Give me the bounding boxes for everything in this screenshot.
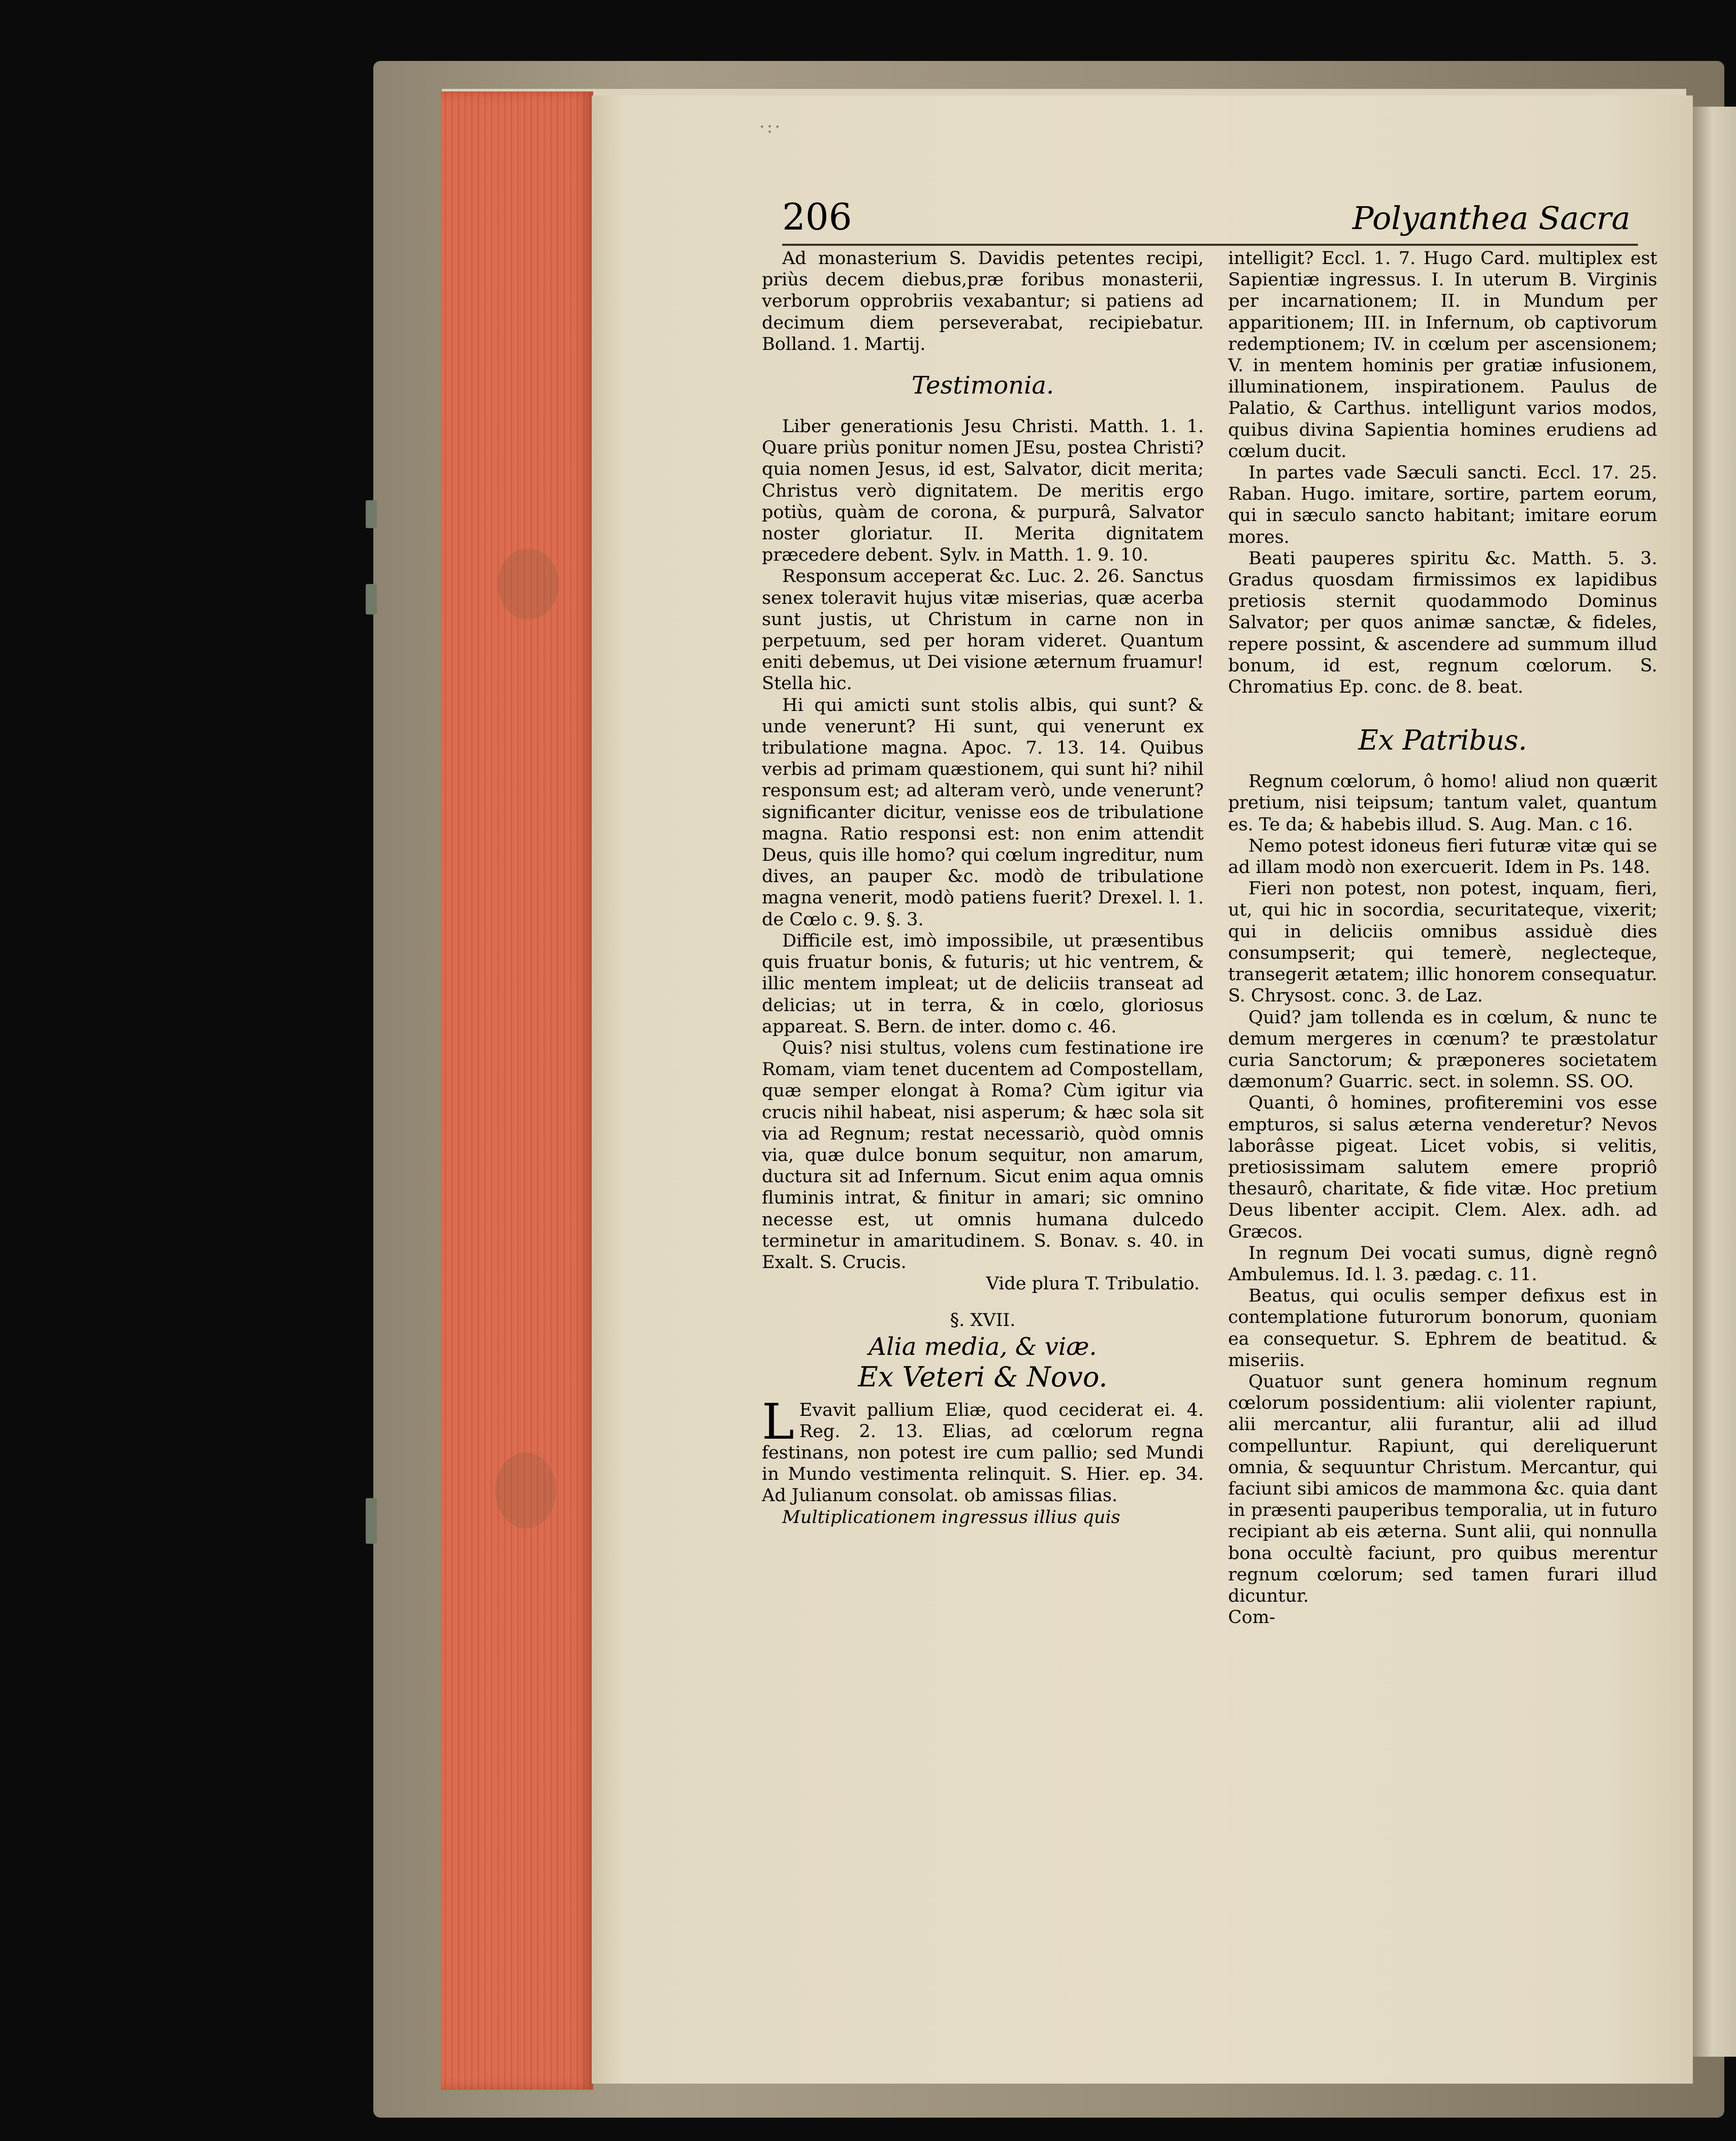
binding-clasp [366, 584, 377, 614]
section-number: §. XVII. [950, 1310, 1016, 1331]
page-number: 206 [782, 196, 852, 238]
paragraph: In partes vade Sæculi sancti. Eccl. 17. 25. Raban. Hugo. imitare, sortire, partem eorum, qui in sæculo sancto habitant; imitare eorum mores. [1228, 463, 1657, 547]
cross-reference: Vide plura T. Tribulatio. [986, 1274, 1200, 1294]
paragraph: Responsum acceperat &c. Luc. 2. 26. Sanctus senex toleravit hujus vitæ miserias, quæ acerba sunt justis, ut Christum in carne non in perpetuum, sed per horam videret. Quantum eniti debemus, ut Dei visione æternum fruamur! Stella hic. [762, 566, 1204, 694]
section-heading: Testimonia. [911, 371, 1054, 400]
paragraph: Beati pauperes spiritu &c. Matth. 5. 3. Gradus quosdam firmissimos ex lapidibus pretiosis sternit quodammodo Dominus Salvator; per quos animæ sanctæ, & fideles, repere possint, & ascendere ad summum illud bonum, id est, regnum cœlorum. S. Chromatius Ep. conc. de 8. beat. [1228, 548, 1657, 698]
paragraph [762, 1393, 1204, 1507]
paragraph: Difficile est, imò impossibile, ut præsentibus quis fruatur bonis, & futuris; ut hic ventrem, & illic mentem impleat; ut de deliciis transeat ad delicias; ut in terra, & in cœlo, gloriosus appareat. S. Bern. de inter. domo c. 46. [762, 930, 1204, 1037]
section-heading: Ex Patribus. [1358, 724, 1527, 757]
paragraph: intelligit? Eccl. 1. 7. Hugo Card. multiplex est Sapientiæ ingressus. I. In uterum B. Virginis per incarnationem; II. in Mundum per apparitionem; III. in Infernum, ob captivorum redemptionem; IV. in cœlum per ascensionem; V. in mentem hominis per gratiæ infusionem, illuminationem, inspirationem. Paulus de Palatio, & Carthus. intelligunt varios modos, quibus divina Sapientia homines erudiens ad cœlum ducit. [1228, 248, 1657, 462]
stain [498, 548, 559, 620]
drop-cap: L [762, 1393, 794, 1450]
binding-clasp [366, 500, 377, 528]
catchword: Com- [1228, 1607, 1275, 1628]
paragraph-text: Evavit pallium Eliæ, quod ceciderat ei. 4. Reg. 2. 13. Elias, ad cœlorum regna festinans, non potest ire cum pallio; sed Mundi in Mundo vestimenta relinquit. S. Hier. ep. 34. Ad Julianum consolat. ob amissas filias. [762, 1400, 1204, 1506]
running-head [782, 196, 1635, 246]
running-title: Polyanthea Sacra [1352, 200, 1630, 237]
paragraph: Hi qui amicti sunt stolis albis, qui sunt? & unde venerunt? Hi sunt, qui venerunt ex tribulatione magna. Apoc. 7. 13. 14. Quibus verbis ad primam quæstionem, qui sunt hi? nihil responsum est; ad alteram verò, unde venerunt? significanter dicitur, venisse eos de tribulatione magna. Ratio responsi est: non enim attendit Deus, quis ille homo? qui cœlum ingreditur, num dives, an pauper &c. modò de tribulatione magna venerit, modò patiens fuerit? Drexel. l. 1. de Cœlo c. 9. §. 3. [762, 695, 1204, 930]
section-subtitle: Alia media, & viæ. [869, 1332, 1097, 1361]
paragraph: Quis? nisi stultus, volens cum festinatione ire Romam, viam tenet ducentem ad Compostellam, quæ semper elongat à Roma? Cùm igitur via crucis nihil habeat, nisi asperum; & hæc sola sit via ad Regnum; restat necessariò, quòd omnis via, quæ dulce bonum sequitur, non amarum, ductura sit ad Infernum. Sicut enim aqua omnis fluminis intrat, & finitur in amari; sic omnino necesse est, ut omnis humana dulcedo terminetur in amaritudinem. S. Bonav. s. 40. in Exalt. S. Crucis. [762, 1037, 1204, 1273]
paragraph: Quid? jam tollenda es in cœlum, & nunc te demum mergeres in cœnum? te præstolatur curia Sanctorum; & præponeres societatem dæmonum? Guarric. sect. in solemn. SS. OO. [1228, 1007, 1657, 1092]
paragraph: Regnum cœlorum, ô homo! aliud non quærit pretium, nisi teipsum; tantum valet, quantum es. Te da; & habebis illud. S. Aug. Man. c 16. [1228, 771, 1657, 835]
binding-clasp [366, 1498, 377, 1544]
left-column [762, 248, 1204, 1528]
printer-ornament: ·:· [759, 117, 783, 137]
facing-page-edge [1693, 107, 1736, 2057]
right-column [1228, 248, 1657, 1628]
red-page-fore-edge [441, 91, 593, 2090]
paragraph: In regnum Dei vocati sumus, dignè regnô Ambulemus. Id. l. 3. pædag. c. 11. [1228, 1243, 1657, 1285]
paragraph: Quatuor sunt genera hominum regnum cœlorum possidentium: alii violenter rapiunt, alii mercantur, alii furantur, alii ad illud compelluntur. Rapiunt, qui dereliquerunt omnia, & sequuntur Christum. Mercantur, qui faciunt sibi amicos de mammona &c. quia dant in præsenti pauperibus temporalia, ut in futuro recipiant ab eis æterna. Sunt alii, qui nonnulla bona occultè faciunt, pro quibus merentur regnum cœlorum; sed tamen furari illud dicuntur. [1228, 1371, 1657, 1606]
stain [495, 1452, 556, 1529]
head-rule [782, 244, 1638, 246]
paragraph: Ad monasterium S. Davidis petentes recipi, priùs decem diebus,præ foribus monasterii, verborum opprobriis vexabantur; si patiens ad decimum diem perseverabat, recipiebatur. Bolland. 1. Martij. [762, 248, 1204, 354]
section-heading: Ex Veteri & Novo. [858, 1360, 1108, 1393]
paragraph: Quanti, ô homines, profiteremini vos esse empturos, si salus æterna venderetur? Nevos laborâsse pigeat. Licet vobis, si velitis, pretiosissimam salutem emere propriô thesaurô, charitate, & fide vitæ. Hoc pretium Deus libenter accipit. Clem. Alex. adh. ad Græcos. [1228, 1093, 1657, 1242]
paragraph: Fieri non potest, non potest, inquam, fieri, ut, qui hic in socordia, securitateque, vixerit; qui in deliciis omnibus assiduè dies consumpserit; qui temerè, neglecteque, transegerit ætatem; illic honorem consequatur. S. Chrysost. conc. 3. de Laz. [1228, 879, 1657, 1007]
paragraph: Multiplicationem ingressus illius quis [782, 1507, 1120, 1528]
paragraph: Beatus, qui oculis semper defixus est in contemplatione futurorum bonorum, quoniam ea consequetur. S. Ephrem de beatitud. & miseriis. [1228, 1286, 1657, 1371]
paragraph: Nemo potest idoneus fieri futuræ vitæ qui se ad illam modò non exercuerit. Idem in Ps. 148. [1228, 835, 1657, 878]
paragraph: Liber generationis Jesu Christi. Matth. 1. 1. Quare priùs ponitur nomen JEsu, postea Christi? quia nomen Jesus, id est, Salvator, dicit merita; Christus verò dignitatem. De meritis ergo potiùs, quàm de corona, & purpurâ, Salvator noster gloriatur. II. Merita dignitatem præcedere debent. Sylv. in Matth. 1. 9. 10. [762, 416, 1204, 566]
